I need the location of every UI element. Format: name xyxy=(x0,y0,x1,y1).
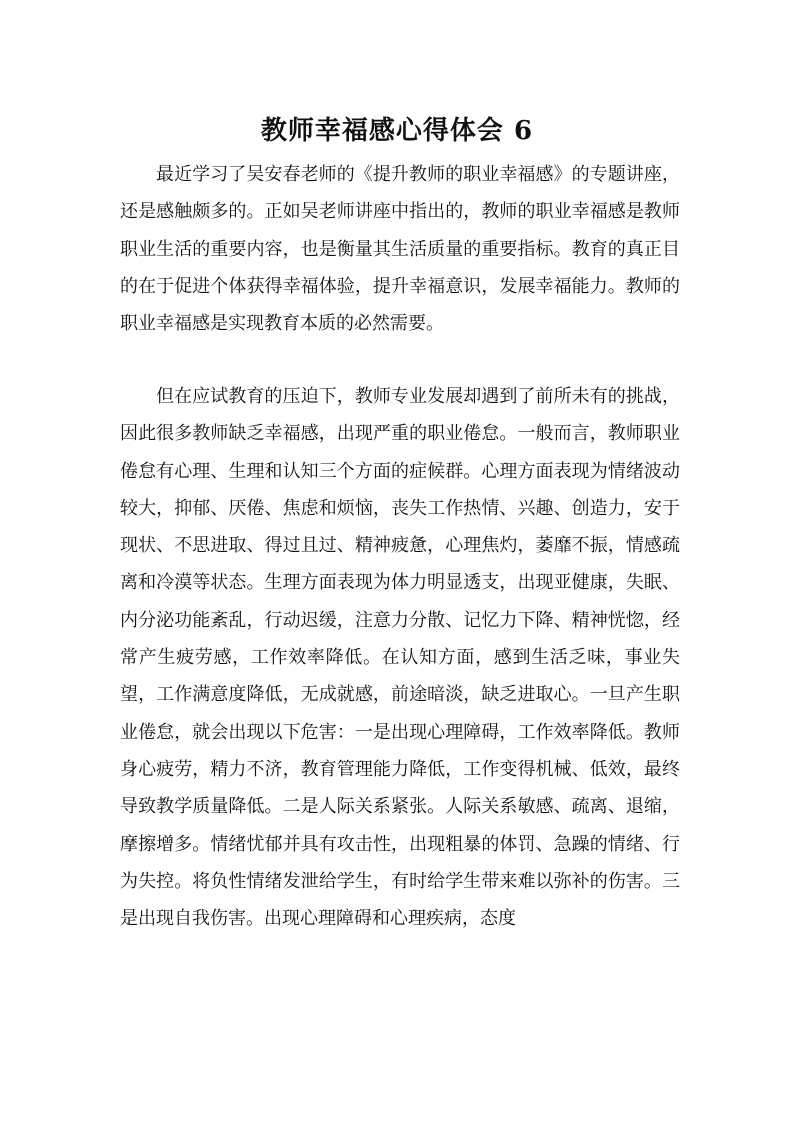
paragraph-2: 但在应试教育的压迫下，教师专业发展却遇到了前所未有的挑战，因此很多教师缺乏幸福感，出现严重的职业倦怠。一般而言，教师职业倦怠有心理、生理和认知三个方面的症候群。心理方面表现为情绪波动较大，抑郁、厌倦、焦虑和烦恼，丧失工作热情、兴趣、创造力，安于现状、不思进取、得过且过、精神疲惫，心理焦灼，萎靡不振，情感疏离和冷漠等状态。生理方面表现为体力明显透支，出现亚健康，失眠、内分泌功能紊乱，行动迟缓，注意力分散、记忆力下降、精神恍惚，经常产生疲劳感，工作效率降低。在认知方面，感到生活乏味，事业失望，工作满意度降低，无成就感，前途暗淡，缺乏进取心。一旦产生职业倦怠，就会出现以下危害：一是出现心理障碍，工作效率降低。教师身心疲劳，精力不济，教育管理能力降低，工作变得机械、低效，最终导致教学质量降低。二是人际关系紧张。人际关系敏感、疏离、退缩，摩擦增多。情绪忧郁并具有攻击性，出现粗暴的体罚、急躁的情绪、行为失控。将负性情绪发泄给学生，有时给学生带来难以弥补的伤害。三是出现自我伤害。出现心理障碍和心理疾病，态度 xyxy=(120,386,680,930)
paragraph-1: 最近学习了吴安春老师的《提升教师的职业幸福感》的专题讲座，还是感触颇多的。正如吴老师讲座中指出的，教师的职业幸福感是教师职业生活的重要内容，也是衡量其生活质量的重要指标。教育的真正目的在于促进个体获得幸福体验，提升幸福意识，发展幸福能力。教师的职业幸福感是实现教育本质的必然需要。 xyxy=(120,164,680,335)
document-title: 教师幸福感心得体会 6 xyxy=(260,116,534,146)
